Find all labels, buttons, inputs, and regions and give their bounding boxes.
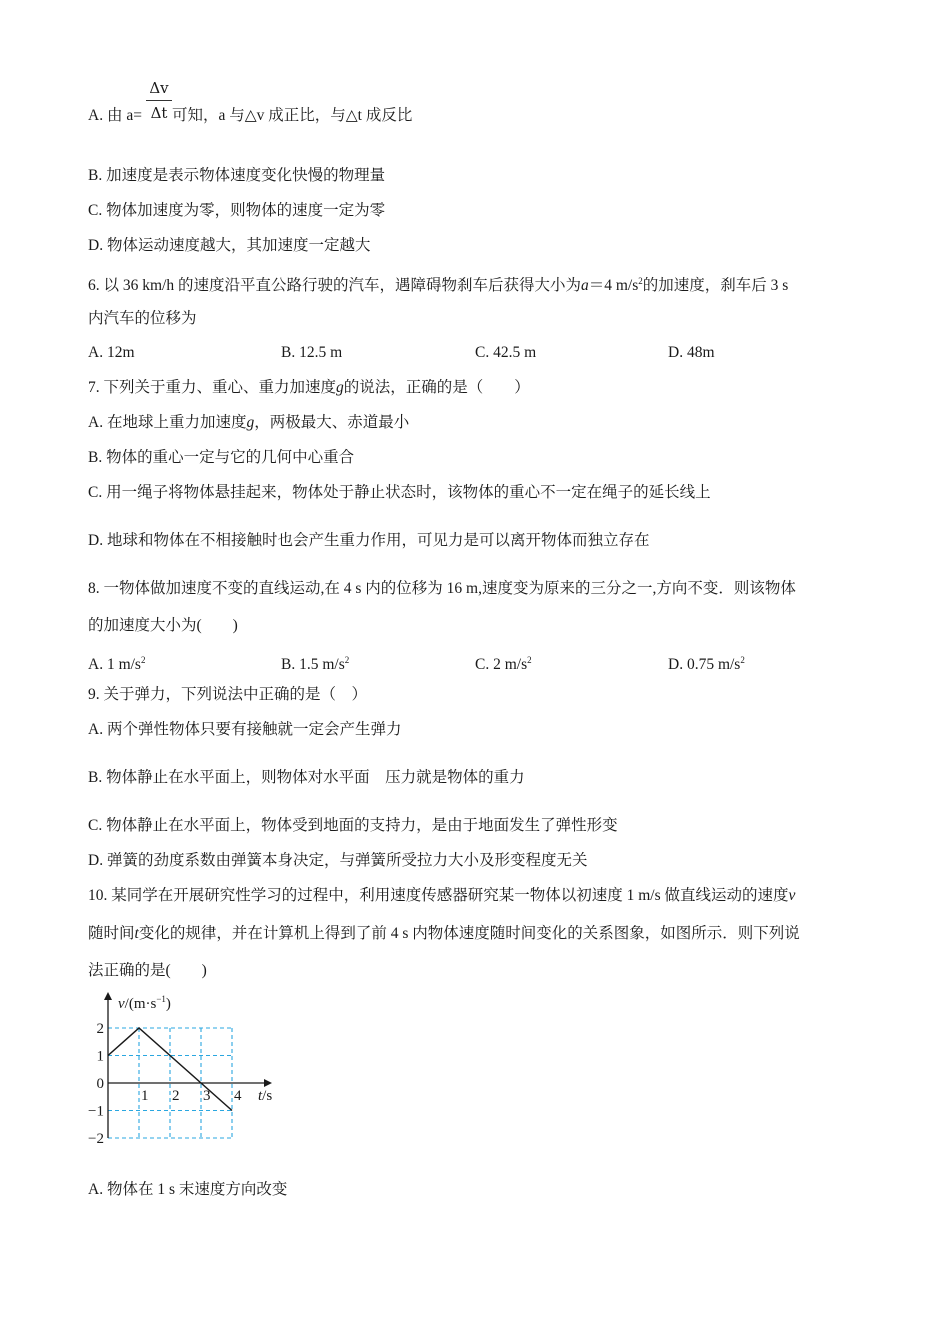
y-axis-label-close: ) bbox=[165, 996, 171, 1012]
q8-option-b bbox=[281, 650, 349, 675]
q8-option-c bbox=[475, 650, 532, 675]
q6-superscript: 2 bbox=[638, 276, 643, 286]
q10-stem-line3: 法正确的是( ) bbox=[88, 962, 207, 979]
q7-option-a-suffix: ，两极最大、赤道最小 bbox=[254, 414, 410, 431]
q6-option-a: A. 12m bbox=[88, 344, 135, 361]
q8-stem-line1: 8. 一物体做加速度不变的直线运动,在 4 s 内的位移为 16 m,速度变为原来的三分之一,方向不变．则该物体 bbox=[88, 580, 796, 597]
q7-option-c: C. 用一绳子将物体悬挂起来，物体处于静止状态时，该物体的重心不一定在绳子的延长线上 bbox=[88, 484, 711, 501]
q9-option-c: C. 物体静止在水平面上，物体受到地面的支持力，是由于地面发生了弹性形变 bbox=[88, 817, 618, 834]
q6-stem-line2: 内汽车的位移为 bbox=[88, 310, 197, 327]
q7-stem bbox=[88, 378, 530, 398]
q6-option-d: D. 48m bbox=[668, 344, 715, 361]
q6-stem-part-c: 的加速度，刹车后 3 s bbox=[642, 277, 789, 294]
x-axis-label-var: t bbox=[258, 1088, 263, 1104]
q8-option-a-sup: 2 bbox=[140, 655, 146, 665]
fraction-denominator: Δt bbox=[150, 104, 168, 122]
q10-var-t: t bbox=[134, 925, 139, 942]
q5-option-d: D. 物体运动速度越大，其加速度一定越大 bbox=[88, 237, 371, 254]
q8-option-a-text: A. 1 m/s bbox=[88, 656, 141, 673]
q9-option-a: A. 两个弹性物体只要有接触就一定会产生弹力 bbox=[88, 721, 402, 738]
q8-option-b-text: B. 1.5 m/s bbox=[281, 656, 345, 673]
q10-option-a: A. 物体在 1 s 末速度方向改变 bbox=[88, 1181, 288, 1198]
y-tick-label: −1 bbox=[88, 1103, 104, 1120]
q6-option-b: B. 12.5 m bbox=[281, 344, 343, 361]
x-tick-label: 2 bbox=[172, 1088, 180, 1104]
q8-stem-line2: 的加速度大小为( ) bbox=[88, 617, 238, 634]
q10-stem-part-d: 变化的规律，并在计算机上得到了前 4 s 内物体速度随时间变化的关系图象，如图所示．则下列说 bbox=[138, 925, 800, 942]
y-axis-label-unit: /(m·s bbox=[124, 996, 157, 1012]
y-tick-label: −2 bbox=[88, 1131, 104, 1147]
q7-option-a bbox=[88, 413, 409, 433]
q8-option-b-sup: 2 bbox=[344, 655, 350, 665]
q8-option-c-sup: 2 bbox=[527, 655, 532, 665]
x-tick-label: 1 bbox=[141, 1088, 149, 1104]
q9-option-d: D. 弹簧的劲度系数由弹簧本身决定，与弹簧所受拉力大小及形变程度无关 bbox=[88, 852, 588, 869]
q6-stem-part-b: ＝4 m/s bbox=[588, 277, 639, 294]
q6-option-c: C. 42.5 m bbox=[475, 344, 537, 361]
q7-stem-part-a: 7. 下列关于重力、重心、重力加速度 bbox=[88, 379, 337, 396]
q5-option-a-prefix: A. 由 a= bbox=[88, 107, 142, 124]
y-axis-label-var: v bbox=[118, 996, 125, 1012]
q10-stem-part-a: 10. 某同学在开展研究性学习的过程中，利用速度传感器研究某一物体以初速度 1 m/s 做直线运动的速度 bbox=[88, 887, 789, 904]
y-tick-label: 1 bbox=[96, 1048, 104, 1065]
q8-option-a bbox=[88, 650, 145, 675]
y-axis-label-sup: −1 bbox=[156, 994, 166, 1004]
x-axis-label-unit: /s bbox=[262, 1088, 273, 1104]
q8-option-d-sup: 2 bbox=[740, 655, 745, 665]
q7-stem-part-b: 的说法，正确的是（ ） bbox=[343, 379, 530, 396]
q7-var-g: g bbox=[336, 379, 344, 396]
q9-option-b: B. 物体静止在水平面上，则物体对水平面 压力就是物体的重力 bbox=[88, 769, 525, 786]
y-axis-label bbox=[118, 994, 171, 1012]
velocity-time-graph bbox=[80, 988, 290, 1154]
q5-option-b: B. 加速度是表示物体速度变化快慢的物理量 bbox=[88, 167, 386, 184]
q7-option-a-var: g bbox=[246, 414, 255, 431]
y-tick-label: 2 bbox=[96, 1021, 104, 1037]
q6-stem-part-a: 6. 以 36 km/h 的速度沿平直公路行驶的汽车，遇障碍物刹车后获得大小为 bbox=[88, 277, 581, 294]
q8-option-d bbox=[668, 650, 745, 675]
q5-option-a-suffix: 可知，a 与△v 成正比，与△t 成反比 bbox=[171, 107, 413, 124]
graph-ticks bbox=[88, 1021, 242, 1147]
q10-stem-part-c: 随时间 bbox=[88, 925, 135, 942]
q10-var-v: v bbox=[788, 887, 796, 904]
q6-var-a: a bbox=[581, 277, 589, 294]
fraction-numerator: Δv bbox=[149, 79, 169, 97]
q6-stem-line1 bbox=[88, 271, 788, 296]
q8-option-c-text: C. 2 m/s bbox=[475, 656, 528, 673]
q9-stem: 9. 关于弹力，下列说法中正确的是（ ） bbox=[88, 686, 368, 703]
q8-option-d-text: D. 0.75 m/s bbox=[668, 656, 741, 673]
q7-option-a-prefix: A. 在地球上重力加速度 bbox=[88, 414, 247, 431]
fraction-dv-dt bbox=[146, 78, 172, 123]
x-axis-label bbox=[258, 1088, 272, 1104]
q7-option-b: B. 物体的重心一定与它的几何中心重合 bbox=[88, 449, 355, 466]
q5-option-a bbox=[88, 106, 412, 126]
x-tick-label: 3 bbox=[203, 1088, 211, 1104]
q7-option-d: D. 地球和物体在不相接触时也会产生重力作用，可见力是可以离开物体而独立存在 bbox=[88, 532, 650, 549]
q5-option-c: C. 物体加速度为零，则物体的速度一定为零 bbox=[88, 202, 386, 219]
fraction-bar bbox=[146, 100, 172, 101]
q10-stem-line1 bbox=[88, 886, 795, 906]
x-tick-label: 4 bbox=[234, 1088, 242, 1104]
y-tick-label: 0 bbox=[96, 1076, 104, 1092]
q10-stem-line2 bbox=[88, 924, 800, 944]
